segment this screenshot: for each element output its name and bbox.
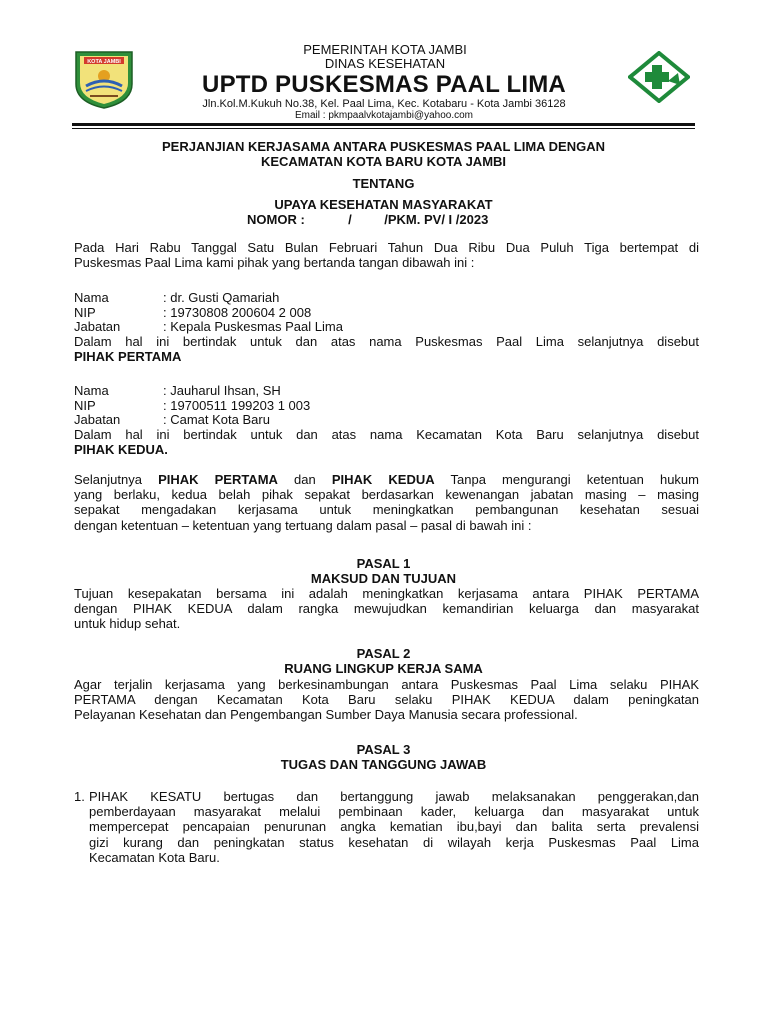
pasal2-line: Agar terjalin kerjasama yang berkesinambungan antara Puskesmas Paal Lima selaku PIHAK [74, 677, 699, 692]
selanjutnya-paragraph [74, 472, 699, 533]
party2-statement [74, 427, 699, 457]
party2-nip: NIP : 19700511 199203 1 003 [74, 398, 311, 413]
list-item-number: 1. [74, 789, 85, 804]
nomor-label: NOMOR : [247, 212, 305, 227]
agreement-heading-line1: PERJANJIAN KERJASAMA ANTARA PUSKESMAS PAAL LIMA DENGAN [162, 139, 605, 154]
party2-nama: Nama : Jauharul Ihsan, SH [74, 383, 281, 398]
header-email: Email : pkmpaalvkotajambi@yahoo.com [294, 110, 473, 121]
agreement-subject: UPAYA KESEHATAN MASYARAKAT [274, 197, 493, 212]
list-item-line: PIHAK KESATU bertugas dan bertanggung jawab melaksanakan penggerakan,dan [89, 789, 699, 804]
statement-line: Dalam hal ini bertindak untuk dan atas nama Puskesmas Paal Lima selanjutnya disebut [74, 334, 699, 349]
statement-line: Dalam hal ini bertindak untuk dan atas nama Kecamatan Kota Baru selanjutnya disebut [74, 427, 699, 442]
party1-nip: NIP : 19730808 200604 2 008 [74, 305, 312, 320]
pasal2-line: Pelayanan Kesehatan dan Pengembangan Sumber Daya Manusia secara professional. [74, 707, 578, 723]
pasal1-body [74, 586, 699, 632]
header-address: Jln.Kol.M.Kukuh No.38, Kel. Paal Lima, Kec. Kotabaru - Kota Jambi 36128 [202, 98, 566, 110]
puskesmas-cross-icon [628, 51, 690, 103]
pihak-kedua-label: PIHAK KEDUA. [74, 442, 168, 458]
party1-jabatan: Jabatan : Kepala Puskesmas Paal Lima [74, 319, 343, 334]
nomor-suffix: /PKM. PV/ I /2023 [384, 212, 489, 227]
pasal2-number: PASAL 2 [356, 646, 411, 661]
selanjutnya-line: yang berlaku, kedua belah pihak sepakat berdasarkan kewenangan jabatan masing – masing [74, 487, 699, 503]
header-divider-thick [72, 123, 695, 126]
intro-paragraph [74, 240, 699, 270]
selanjutnya-line: Selanjutnya PIHAK PERTAMA dan PIHAK KEDUA Tanpa mengurangi ketentuan hukum [74, 472, 699, 487]
crest-text: KOTA JAMBI [87, 59, 121, 65]
tentang-label: TENTANG [352, 176, 415, 191]
list-item-line: Kecamatan Kota Baru. [89, 849, 220, 865]
pihak-pertama-label: PIHAK PERTAMA [74, 349, 182, 365]
pasal1-line: dengan PIHAK KEDUA dalam rangka mewujudkan kemandirian keluarga dan masyarakat [74, 601, 699, 617]
document-number [247, 212, 488, 227]
party2-jabatan: Jabatan : Camat Kota Baru [74, 412, 270, 427]
pasal1-line: Tujuan kesepakatan bersama ini adalah meningkatkan kerjasama antara PIHAK PERTAMA [74, 586, 699, 601]
selanjutnya-line: dengan ketentuan – ketentuan yang tertuang dalam pasal – pasal di bawah ini : [74, 517, 532, 533]
pasal1-number: PASAL 1 [356, 556, 411, 571]
header-department: DINAS KESEHATAN [324, 56, 446, 71]
list-item-line: mempercepat pencapaian penurunan angka kematian ibu,bayi dan balita serta prevalensi [89, 819, 699, 835]
intro-line: Puskesmas Paal Lima kami pihak yang bertanda tangan dibawah ini : [74, 255, 475, 271]
agreement-heading-line2: KECAMATAN KOTA BARU KOTA JAMBI [260, 154, 507, 169]
pasal2-title: RUANG LINGKUP KERJA SAMA [284, 661, 483, 676]
header-title: UPTD PUSKESMAS PAAL LIMA [202, 71, 566, 98]
pasal1-title: MAKSUD DAN TUJUAN [310, 571, 457, 586]
list-item-line: gizi kurang dan peningkatan status kesehatan di wilayah kerja Puskesmas Paal Lima [89, 834, 699, 850]
list-item-line: pemberdayaan masyarakat melalui pembinaan kader, keluarga dan masyarakat untuk [89, 804, 699, 820]
kota-jambi-crest-icon [72, 46, 136, 110]
party1-statement [74, 334, 699, 364]
selanjutnya-line: sepakat mengadakan kerjasama untuk meningkatkan pembangunan kesehatan sesuai [74, 502, 699, 518]
pasal3-title: TUGAS DAN TANGGUNG JAWAB [280, 757, 487, 772]
intro-line: Pada Hari Rabu Tanggal Satu Bulan Februari Tahun Dua Ribu Dua Puluh Tiga bertempat di [74, 240, 699, 255]
pasal3-number: PASAL 3 [356, 742, 411, 757]
header-government: PEMERINTAH KOTA JAMBI [303, 42, 467, 57]
pasal1-line: untuk hidup sehat. [74, 616, 181, 632]
pasal2-body [74, 677, 699, 723]
pasal3-list [74, 789, 699, 865]
pasal2-line: PERTAMA dengan Kecamatan Kota Baru selaku PIHAK KEDUA dalam peningkatan [74, 692, 699, 708]
header-divider-thin [72, 128, 695, 129]
list-item [89, 789, 699, 865]
party1-nama: Nama : dr. Gusti Qamariah [74, 290, 280, 305]
nomor-slash: / [348, 212, 352, 227]
